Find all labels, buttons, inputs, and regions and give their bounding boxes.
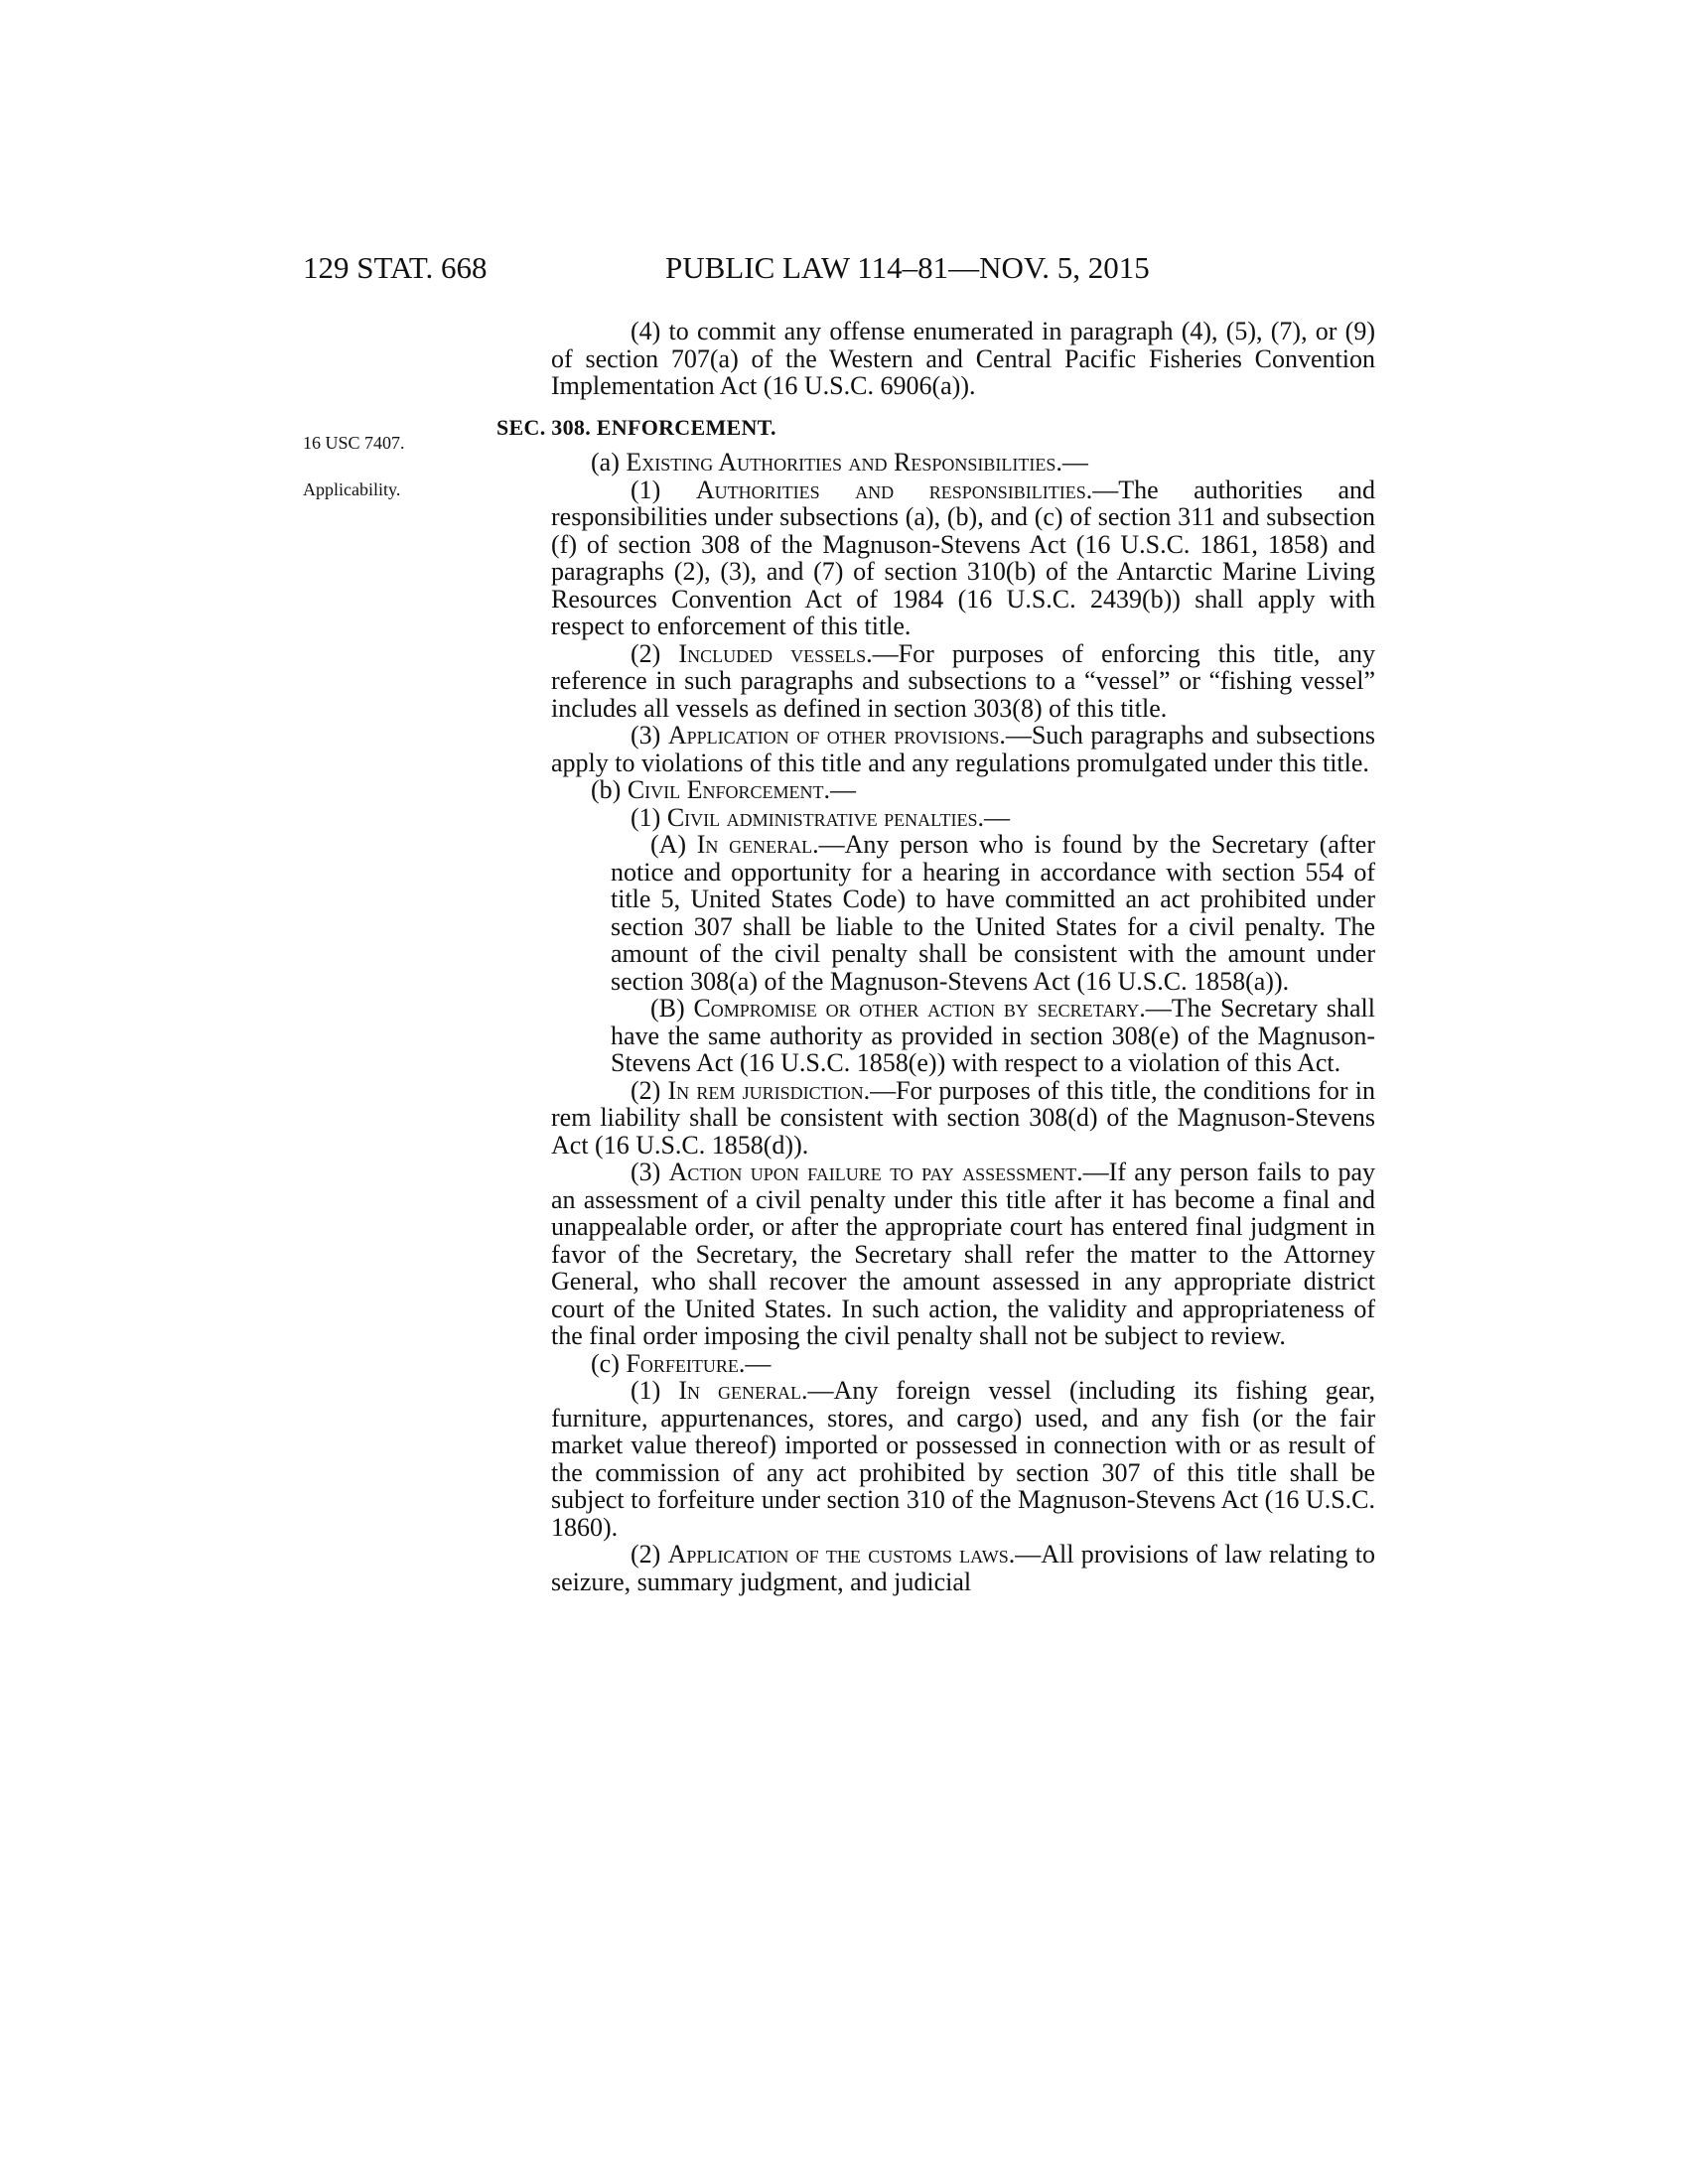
paragraph-b2-text: For purposes of this title, the conditions for in rem liability shall be consistent with section 308(d) of the Magnuson-Stevens Act (16 U.S.C. 1858(d)). — [551, 1075, 1375, 1160]
paragraph-b2-title: In rem jurisdiction.— — [667, 1075, 897, 1105]
margin-note-usc: 16 USC 7407. — [303, 432, 405, 453]
subsection-b-heading — [551, 776, 1375, 804]
paragraph-c2-title: Application of the customs laws.— — [667, 1540, 1042, 1569]
paragraph-a2-text: For purposes of enforcing this title, any reference in such paragraphs and subsections to a “vessel” or “fishing vessel” includes all vessels as defined in section 303(8) of this title. — [551, 638, 1375, 723]
subsection-c-title: Forfeiture.— — [626, 1348, 772, 1378]
paragraph-a1-title: Authorities and responsibilities.— — [695, 475, 1119, 504]
subparagraph-bB — [611, 995, 1375, 1077]
paragraph-b2-label: (2) — [631, 1075, 668, 1105]
paragraph-b3 — [551, 1159, 1375, 1350]
paragraph-b2 — [551, 1077, 1375, 1160]
paragraph-a3 — [551, 722, 1375, 776]
subparagraph-bB-text: The Secretary shall have the same authority as provided in section 308(e) of the Magnuson-Stevens Act (16 U.S.C. 1858(e)) with respect to a violation of this Act. — [611, 994, 1375, 1077]
subparagraph-bA — [611, 831, 1375, 995]
section-heading-row — [0, 414, 1688, 453]
paragraph-a1 — [551, 477, 1375, 640]
section-heading: SEC. 308. ENFORCEMENT. — [496, 414, 776, 440]
paragraph-b1-heading — [551, 804, 1375, 832]
paragraph-a2-title: Included vessels.— — [678, 638, 899, 668]
paragraph-a3-text: Such paragraphs and subsections apply to violations of this title and any regulations promulgated under this title. — [551, 721, 1375, 777]
paragraph-c2 — [551, 1541, 1375, 1595]
subsection-a-label: (a) — [591, 448, 627, 477]
paragraph-c1-text: Any foreign vessel (including its fishing gear, furniture, appurtenances, stores, and cargo) used, and any fish (or the fair market value thereof) imported or possessed in connection with or as result of the commission of any act prohibited by section 307 of this title shall be subject to forfeiture under section 310 of the Magnuson-Stevens Act (16 U.S.C. 1860). — [551, 1376, 1375, 1542]
paragraph-c1-title: In general.— — [678, 1376, 834, 1405]
running-head: PUBLIC LAW 114–81—NOV. 5, 2015 — [665, 250, 1150, 285]
subsection-b-title: Civil Enforcement.— — [627, 775, 857, 804]
subsection-a-block — [0, 449, 1688, 1595]
paragraph-c2-label: (2) — [631, 1540, 668, 1569]
subsection-a-heading — [551, 449, 1375, 477]
paragraph-c2-text: All provisions of law relating to seizure, summary judgment, and judicial — [551, 1540, 1375, 1596]
paragraph-b1-label: (1) — [631, 802, 667, 832]
subparagraph-bB-label: (B) — [650, 994, 694, 1023]
paragraph-b1-title: Civil administrative penalties.— — [666, 802, 1010, 832]
paragraph-a1-label: (1) — [631, 475, 696, 504]
margin-note-applicability: Applicability. — [303, 478, 401, 499]
subparagraph-bA-label: (A) — [650, 830, 697, 859]
paragraph-c1-label: (1) — [631, 1376, 679, 1405]
page-body — [0, 318, 1688, 1595]
subparagraph-bA-title: In general.— — [696, 830, 845, 859]
paragraph-4-block — [0, 318, 1688, 400]
subparagraph-bB-title: Compromise or other action by secretary.— — [693, 994, 1172, 1023]
subsection-c-heading — [551, 1350, 1375, 1378]
paragraph-a3-title: Application of other provisions.— — [667, 721, 1032, 750]
paragraph-b3-text: If any person fails to pay an assessment of a civil penalty under this title after it has become a final and unappealable order, or after the appropriate court has entered final judgment in favor of the Secretary, the Secretary shall refer the matter to the Attorney General, who shall recover the amount assessed in any appropriate district court of the United States. In such action, the validity and appropriateness of the final order imposing the civil penalty shall not be subject to review. — [551, 1158, 1375, 1350]
subsection-a-title: Existing Authorities and Responsibilities.— — [626, 448, 1088, 477]
paragraph-4: (4) to commit any offense enumerated in paragraph (4), (5), (7), or (9) of section 707(a) of the Western and Central Pacific Fisheries Convention Implementation Act (16 U.S.C. 6906(a)). — [551, 317, 1375, 400]
paragraph-a2-label: (2) — [631, 638, 679, 668]
paragraph-a3-label: (3) — [631, 721, 668, 750]
paragraph-b3-title: Action upon failure to pay assessment.— — [668, 1158, 1109, 1186]
subparagraph-bA-text: Any person who is found by the Secretary (after notice and opportunity for a hearing in accordance with section 554 of title 5, United States Code) to have committed an act prohibited under section 307 shall be liable to the United States for a civil penalty. The amount of the civil penalty shall be consistent with the amount under section 308(a) of the Magnuson-Stevens Act (16 U.S.C. 1858(a)). — [611, 830, 1376, 996]
paragraph-c1 — [551, 1377, 1375, 1541]
paragraph-b3-label: (3) — [631, 1158, 669, 1186]
paragraph-a1-text: The authorities and responsibilities under subsections (a), (b), and (c) of section 311 and subsection (f) of section 308 of the Magnuson-Stevens Act (16 U.S.C. 1861, 1858) and paragraphs (2), (3), and (7) of section 310(b) of the Antarctic Marine Living Resources Convention Act of 1984 (16 U.S.C. 2439(b)) shall apply with respect to enforcement of this title. — [551, 475, 1375, 640]
subsection-b-label: (b) — [591, 775, 628, 804]
page-header — [0, 248, 1688, 288]
paragraph-a2 — [551, 640, 1375, 723]
page-number: 129 STAT. 668 — [303, 250, 488, 285]
subsection-c-label: (c) — [591, 1348, 627, 1378]
